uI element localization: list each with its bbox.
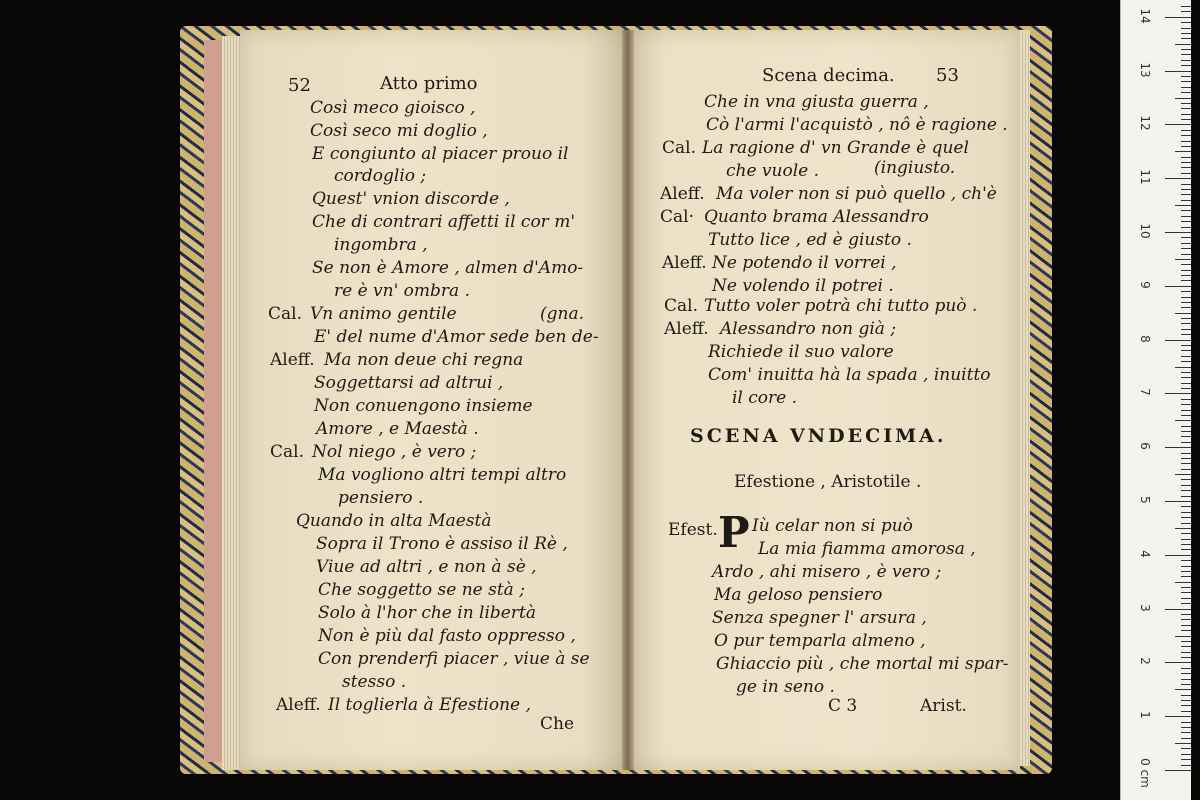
text-line: che vuole . xyxy=(726,161,820,181)
ruler-tick xyxy=(1175,528,1191,529)
ruler-tick xyxy=(1181,765,1191,766)
ruler-number: 13 xyxy=(1138,61,1152,78)
ruler-unit-label: 0 cm xyxy=(1138,758,1152,788)
ruler-tick xyxy=(1181,410,1191,411)
ruler-tick xyxy=(1181,291,1191,292)
ruler-tick xyxy=(1175,151,1191,152)
text-line: Nol niego , è vero ; xyxy=(312,442,477,462)
text-line: Non è più dal fasto oppresso , xyxy=(318,626,576,646)
ruler-number: 7 xyxy=(1138,388,1152,397)
ruler-tick xyxy=(1181,135,1191,136)
text-line: Richiede il suo valore xyxy=(708,342,894,362)
ruler-tick xyxy=(1175,205,1191,206)
text-line: Cò l'armi l'acquistò , nô è ragione . xyxy=(706,115,1008,135)
ruler-tick xyxy=(1175,420,1191,421)
text-line: Quest' vnion discorde , xyxy=(312,189,510,209)
ruler-tick xyxy=(1181,479,1191,480)
ruler-tick xyxy=(1181,625,1191,626)
ruler-tick xyxy=(1181,485,1191,486)
ruler-tick xyxy=(1165,71,1191,72)
ruler-tick xyxy=(1181,748,1191,749)
ruler-tick xyxy=(1181,759,1191,760)
ruler-tick xyxy=(1181,630,1191,631)
ruler-number: 10 xyxy=(1138,223,1152,239)
right-page-number: 53 xyxy=(936,65,959,86)
ruler-tick xyxy=(1181,248,1191,249)
speaker-label: Aleff. xyxy=(276,695,321,715)
text-line: Se non è Amore , almen d'Amo- xyxy=(312,258,584,278)
ruler-tick xyxy=(1175,474,1191,475)
ruler-tick xyxy=(1175,98,1191,99)
ruler-tick xyxy=(1165,17,1191,18)
ruler-tick xyxy=(1181,92,1191,93)
ruler-number: 9 xyxy=(1138,280,1152,289)
ruler-tick xyxy=(1181,60,1191,61)
ruler-tick xyxy=(1181,307,1191,308)
ruler-tick xyxy=(1181,130,1191,131)
ruler-tick xyxy=(1181,732,1191,733)
ruler-tick xyxy=(1181,65,1191,66)
ruler-tick xyxy=(1181,264,1191,265)
ruler-tick xyxy=(1181,377,1191,378)
ruler-tick xyxy=(1181,323,1191,324)
ruler-tick xyxy=(1181,705,1191,706)
ruler-tick xyxy=(1181,237,1191,238)
speaker-label: Efest. xyxy=(668,520,718,540)
ruler-tick xyxy=(1181,404,1191,405)
ruler-tick xyxy=(1175,636,1191,637)
ruler-tick xyxy=(1181,695,1191,696)
speaker-label: Aleff. xyxy=(662,253,707,273)
text-line: re è vn' ombra . xyxy=(334,281,470,301)
text-line: Che in vna giusta guerra , xyxy=(704,92,929,112)
ruler-tick xyxy=(1181,679,1191,680)
text-line: Soggettarsi ad altrui , xyxy=(314,373,504,393)
ruler-tick xyxy=(1181,103,1191,104)
ruler-tick xyxy=(1181,415,1191,416)
speaker-label: Cal. xyxy=(662,138,696,158)
ruler-tick xyxy=(1181,442,1191,443)
ruler-tick xyxy=(1181,33,1191,34)
ruler-tick xyxy=(1165,555,1191,556)
text-line: O pur temparla almeno , xyxy=(714,631,926,651)
ruler-tick xyxy=(1165,770,1191,771)
text-line: Che di contrari affetti il cor m' xyxy=(312,212,576,232)
ruler-tick xyxy=(1181,114,1191,115)
ruler-tick xyxy=(1181,254,1191,255)
ruler-tick xyxy=(1181,189,1191,190)
ruler-tick xyxy=(1181,566,1191,567)
ruler-tick xyxy=(1181,533,1191,534)
ruler-tick xyxy=(1181,754,1191,755)
ruler-tick xyxy=(1181,619,1191,620)
ruler-tick xyxy=(1181,280,1191,281)
ruler-tick xyxy=(1181,426,1191,427)
ruler-tick xyxy=(1181,141,1191,142)
ruler-number: 11 xyxy=(1138,169,1152,185)
ruler-number: 5 xyxy=(1138,496,1152,504)
ruler-tick xyxy=(1181,544,1191,545)
ruler-tick xyxy=(1181,184,1191,185)
ruler-tick xyxy=(1181,727,1191,728)
ruler-tick xyxy=(1181,469,1191,470)
ruler-tick xyxy=(1181,383,1191,384)
ruler-tick xyxy=(1181,210,1191,211)
catchword: Arist. xyxy=(920,696,967,716)
ruler-tick xyxy=(1181,603,1191,604)
ruler-tick xyxy=(1165,340,1191,341)
text-line: Quando in alta Maestà xyxy=(296,511,492,531)
ruler-tick xyxy=(1181,453,1191,454)
ruler-tick xyxy=(1181,539,1191,540)
text-line: Senza spegner l' arsura , xyxy=(712,608,927,628)
ruler-tick xyxy=(1175,259,1191,260)
ruler-tick xyxy=(1181,297,1191,298)
ruler-tick xyxy=(1181,221,1191,222)
ruler-tick xyxy=(1165,609,1191,610)
drop-cap: P xyxy=(718,508,750,557)
ruler-tick xyxy=(1181,641,1191,642)
ruler-tick xyxy=(1181,673,1191,674)
text-line: Viue ad altri , e non à sè , xyxy=(316,557,537,577)
text-line: Quanto brama Alessandro xyxy=(704,207,929,227)
ruler-tick xyxy=(1165,393,1191,394)
ruler-tick xyxy=(1181,506,1191,507)
text-line: La ragione d' vn Grande è quel xyxy=(702,138,969,158)
ruler-tick xyxy=(1181,108,1191,109)
ruler-number: 14 xyxy=(1138,8,1152,24)
text-line: Alessandro non già ; xyxy=(720,319,897,339)
text-line: ingombra , xyxy=(334,235,428,255)
ruler-tick xyxy=(1181,517,1191,518)
ruler-tick xyxy=(1181,270,1191,271)
book-gutter xyxy=(622,30,634,770)
text-line: stesso . xyxy=(342,672,407,692)
ruler-tick xyxy=(1165,662,1191,663)
ruler-tick xyxy=(1181,399,1191,400)
ruler-number: 12 xyxy=(1138,115,1152,132)
ruler-tick xyxy=(1181,668,1191,669)
ruler-number: 6 xyxy=(1138,442,1152,450)
ruler-number: 8 xyxy=(1138,334,1152,343)
ruler-tick xyxy=(1181,76,1191,77)
ruler-tick xyxy=(1181,523,1191,524)
ruler-tick xyxy=(1181,81,1191,82)
text-line: Tutto lice , ed è giusto . xyxy=(708,230,912,250)
text-line: il core . xyxy=(732,388,798,408)
text-line: La mia fiamma amorosa , xyxy=(758,539,976,559)
text-line: Così meco gioisco , xyxy=(310,98,476,118)
ruler-tick xyxy=(1181,592,1191,593)
text-line: Iù celar non si può xyxy=(752,516,913,536)
ruler-tick xyxy=(1181,458,1191,459)
ruler-tick xyxy=(1181,162,1191,163)
scene-heading: SCENA VNDECIMA. xyxy=(690,425,947,447)
text-line: Ma vogliono altri tempi altro xyxy=(318,465,567,485)
endpaper-edge xyxy=(204,40,224,762)
ruler-tick xyxy=(1181,146,1191,147)
speaker-label: Cal· xyxy=(660,207,694,227)
ruler-tick xyxy=(1175,367,1191,368)
ruler-tick xyxy=(1181,22,1191,23)
ruler-tick xyxy=(1165,178,1191,179)
text-line: pensiero . xyxy=(338,488,424,508)
text-line: Ghiaccio più , che mortal mi spar- xyxy=(716,654,1009,674)
ruler-tick xyxy=(1181,302,1191,303)
ruler-tick xyxy=(1165,232,1191,233)
ruler-tick xyxy=(1165,716,1191,717)
text-line: Vn animo gentile xyxy=(310,304,457,324)
ruler-tick xyxy=(1181,216,1191,217)
ruler-tick xyxy=(1181,436,1191,437)
ruler-tick xyxy=(1181,646,1191,647)
text-line: (ingiusto. xyxy=(874,158,956,178)
text-line: E congiunto al piacer prouo il xyxy=(312,144,569,164)
ruler-tick xyxy=(1181,587,1191,588)
ruler-tick xyxy=(1181,54,1191,55)
ruler-tick xyxy=(1181,173,1191,174)
ruler-tick xyxy=(1181,738,1191,739)
ruler-tick xyxy=(1175,582,1191,583)
ruler-tick xyxy=(1181,194,1191,195)
ruler-tick xyxy=(1165,286,1191,287)
text-line: Ma voler non si può quello , ch'è xyxy=(716,184,997,204)
text-line: Solo à l'hor che in libertà xyxy=(318,603,536,623)
text-line: Così seco mi doglio , xyxy=(310,121,488,141)
text-line: Il toglierla à Efestione , xyxy=(328,695,531,715)
ruler-tick xyxy=(1181,11,1191,12)
ruler-tick xyxy=(1181,700,1191,701)
ruler-tick xyxy=(1181,329,1191,330)
ruler-tick xyxy=(1181,490,1191,491)
ruler-tick xyxy=(1165,124,1191,125)
ruler-tick xyxy=(1181,318,1191,319)
text-line: Che soggetto se ne stà ; xyxy=(318,580,525,600)
ruler-tick xyxy=(1181,275,1191,276)
ruler-tick xyxy=(1181,684,1191,685)
ruler-tick xyxy=(1181,167,1191,168)
ruler-tick xyxy=(1181,227,1191,228)
text-line: Amore , e Maestà . xyxy=(316,419,479,439)
ruler-tick xyxy=(1181,6,1191,7)
ruler-tick xyxy=(1181,571,1191,572)
ruler-tick xyxy=(1181,49,1191,50)
character-list: Efestione , Aristotile . xyxy=(734,472,922,492)
ruler-tick xyxy=(1181,598,1191,599)
ruler-tick xyxy=(1181,334,1191,335)
speaker-label: Cal. xyxy=(270,442,304,462)
ruler-number: 2 xyxy=(1138,657,1152,666)
ruler-tick xyxy=(1181,549,1191,550)
text-line: Con prenderfi piacer , viue à se xyxy=(318,649,590,669)
ruler-tick xyxy=(1181,243,1191,244)
ruler-tick xyxy=(1181,657,1191,658)
ruler-tick xyxy=(1181,431,1191,432)
ruler-tick xyxy=(1175,689,1191,690)
speaker-label: Aleff. xyxy=(270,350,315,370)
text-line: (gna. xyxy=(540,304,585,324)
measuring-ruler xyxy=(1120,0,1191,800)
text-line: Com' inuitta hà la spada , inuitto xyxy=(708,365,991,385)
ruler-number: 4 xyxy=(1138,549,1152,558)
ruler-tick xyxy=(1181,388,1191,389)
speaker-label: Aleff. xyxy=(664,319,709,339)
ruler-tick xyxy=(1181,38,1191,39)
text-line: Ne potendo il vorrei , xyxy=(712,253,897,273)
ruler-tick xyxy=(1181,361,1191,362)
ruler-tick xyxy=(1181,576,1191,577)
ruler-tick xyxy=(1181,652,1191,653)
ruler-tick xyxy=(1165,501,1191,502)
text-line: Ardo , ahi misero , è vero ; xyxy=(712,562,942,582)
ruler-tick xyxy=(1181,345,1191,346)
ruler-tick xyxy=(1181,614,1191,615)
ruler-tick xyxy=(1181,157,1191,158)
ruler-tick xyxy=(1181,350,1191,351)
speaker-label: Aleff. xyxy=(660,184,705,204)
catchword: Che xyxy=(540,714,575,734)
ruler-tick xyxy=(1181,496,1191,497)
ruler-tick xyxy=(1181,560,1191,561)
left-running-title: Atto primo xyxy=(380,73,478,94)
ruler-tick xyxy=(1181,512,1191,513)
ruler-tick xyxy=(1181,356,1191,357)
ruler-tick xyxy=(1175,313,1191,314)
text-line: Non conuengono insieme xyxy=(314,396,533,416)
ruler-tick xyxy=(1165,447,1191,448)
ruler-number: 1 xyxy=(1138,711,1152,719)
ruler-tick xyxy=(1181,372,1191,373)
text-line: Ma geloso pensiero xyxy=(714,585,883,605)
ruler-tick xyxy=(1181,722,1191,723)
speaker-label: Cal. xyxy=(268,304,302,324)
ruler-tick xyxy=(1181,119,1191,120)
text-line: E' del nume d'Amor sede ben de- xyxy=(314,327,599,347)
ruler-tick xyxy=(1181,87,1191,88)
left-page-number: 52 xyxy=(288,75,311,96)
text-line: cordoglio ; xyxy=(334,166,427,186)
ruler-tick xyxy=(1181,711,1191,712)
ruler-tick xyxy=(1181,463,1191,464)
text-line: Ma non deue chi regna xyxy=(324,350,524,370)
ruler-tick xyxy=(1175,743,1191,744)
ruler-tick xyxy=(1181,200,1191,201)
text-line: ge in seno . xyxy=(736,677,835,697)
speaker-label: Cal. xyxy=(664,296,698,316)
text-line: Ne volendo il potrei . xyxy=(712,276,894,296)
text-line: Tutto voler potrà chi tutto può . xyxy=(704,296,978,316)
text-line: Sopra il Trono è assiso il Rè , xyxy=(316,534,568,554)
right-running-title: Scena decima. xyxy=(762,65,895,86)
ruler-tick xyxy=(1181,28,1191,29)
signature-mark: C 3 xyxy=(828,696,858,716)
ruler-number: 3 xyxy=(1138,603,1152,612)
ruler-tick xyxy=(1175,44,1191,45)
